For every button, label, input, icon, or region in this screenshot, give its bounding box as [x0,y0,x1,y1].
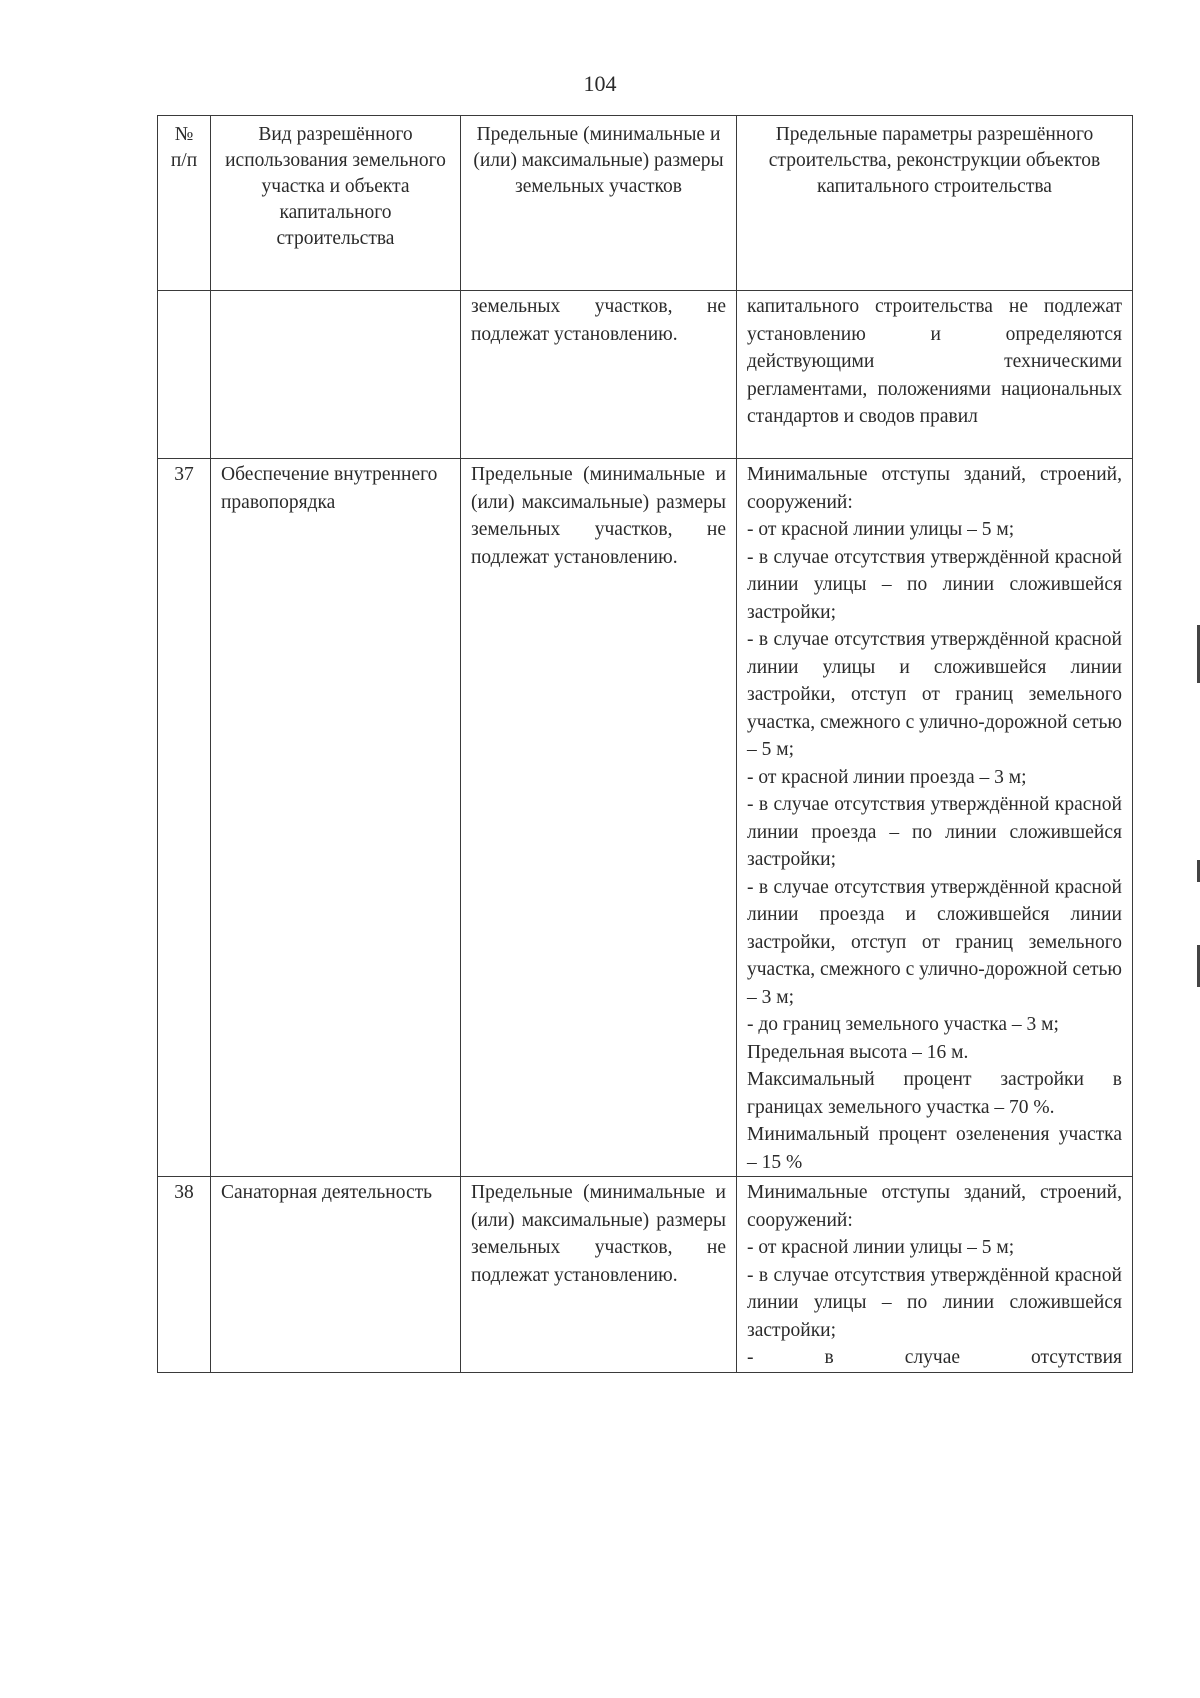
param-line: - до границ земельного участка – 3 м; [747,1014,1059,1035]
param-line: - от красной линии улицы – 5 м; [747,1237,1015,1258]
param-line: Минимальные отступы зданий, строений, сооружений: [747,1182,1122,1231]
row-plot-size: Предельные (минимальные и (или) максимальные) размеры земельных участков, не подлежат установлению. [461,1177,737,1373]
param-line: Максимальный процент застройки в границах земельного участка – 70 %. [747,1069,1122,1118]
param-line: капитального строительства не подлежат установлению и определяются действующими техническими регламентами, положениями национальных стандартов и сводов правил [747,296,1122,427]
table-row-continuation [158,291,1133,459]
table-row-37 [158,459,1133,1177]
row-plot-size: земельных участков, не подлежат установлению. [461,291,737,459]
param-line: - в случае отсутствия утверждённой красной линии проезда и сложившейся линии застройки, отступ от границ земельного участка, смежного с улично-дорожной сетью – 3 м; [747,876,1122,1008]
row-params [737,459,1133,1177]
header-params: Предельные параметры разрешённого строительства, реконструкции объектов капитального строительства [737,116,1133,291]
param-line: - от красной линии улицы – 5 м; [747,519,1015,540]
land-use-table [157,115,1133,1373]
param-line: - в случае отсутствия утверждённой красной линии проезда – по линии сложившейся застройки; [747,794,1122,870]
row-use-type [211,291,461,459]
row-number: 37 [158,459,211,1177]
header-number: № п/п [158,116,211,291]
row-params [737,291,1133,459]
table-header-row [158,116,1133,291]
param-line: Минимальные отступы зданий, строений, сооружений: [747,464,1122,513]
row-params [737,1177,1133,1373]
table-row-38 [158,1177,1133,1373]
param-line: Предельная высота – 16 м. [747,1041,969,1063]
row-number [158,291,211,459]
param-line: - в случае отсутствия утверждённой красной линии улицы – по линии сложившейся застройки; [747,546,1122,623]
param-line: - от красной линии проезда – 3 м; [747,766,1027,788]
row-number: 38 [158,1177,211,1373]
header-use-type: Вид разрешённого использования земельного участка и объекта капитального строительства [211,116,461,291]
row-use-type: Санаторная деятельность [211,1177,461,1373]
header-plot-size: Предельные (минимальные и (или) максимальные) размеры земельных участков [461,116,737,291]
page-number: 104 [583,71,617,96]
param-line: Минимальный процент озеленения участка – 15 % [747,1124,1122,1173]
param-line: - в случае отсутствия утверждённой красной линии улицы – по линии сложившейся застройки; [747,1264,1122,1341]
row-use-type: Обеспечение внутреннего правопорядка [211,459,461,1177]
param-line-cut: - в случае отсутствия [747,1347,1122,1368]
param-line: - в случае отсутствия утверждённой красной линии улицы и сложившейся линии застройки, отступ от границ земельного участка, смежного с улично-дорожной сетью – 5 м; [747,629,1122,760]
row-plot-size: Предельные (минимальные и (или) максимальные) размеры земельных участков, не подлежат установлению. [461,459,737,1177]
